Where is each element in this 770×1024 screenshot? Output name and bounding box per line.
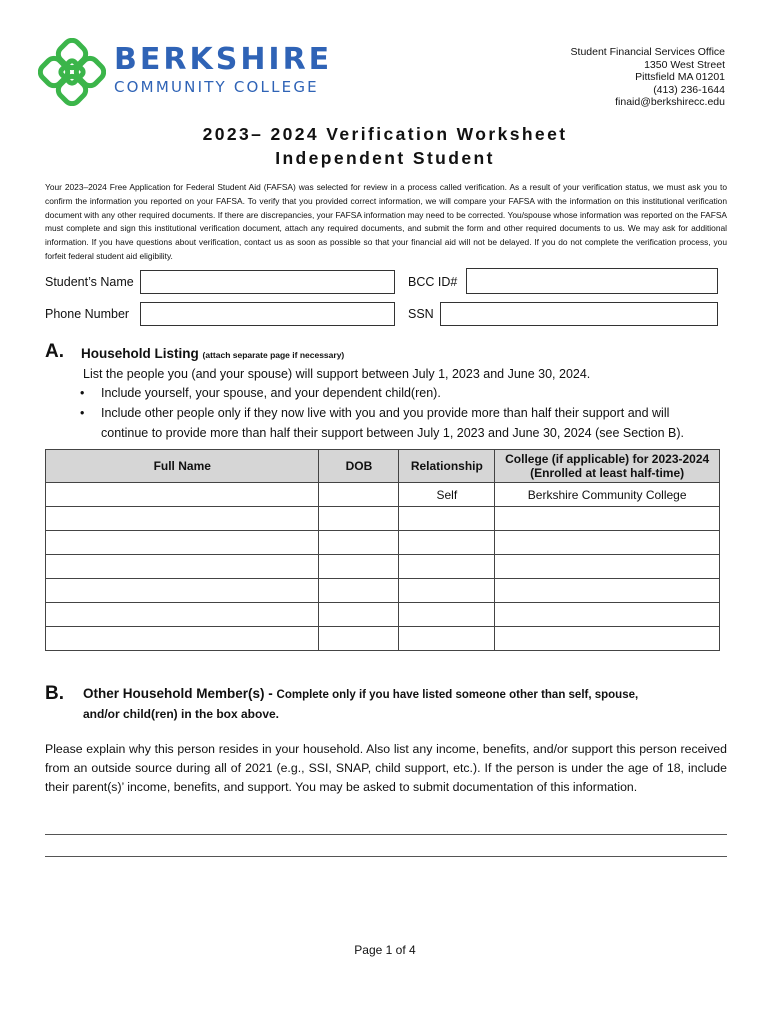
cell-name[interactable] (46, 483, 319, 507)
office-address-block (571, 46, 725, 109)
office-street: 1350 West Street (644, 58, 725, 71)
answer-line-2[interactable] (45, 856, 727, 857)
college-logo (38, 38, 338, 108)
cell-relationship[interactable] (399, 579, 495, 603)
section-b-explanation: Please explain why this person resides in your household. Also list any income, benefits, and/or support this person received from an outside source during all of 2021 (e.g., SSI, SNAP, child support, etc.). If the person is under the age of 18, include their parent(s)’ income, benefits, and support. You may be asked to submit documentation of this information. (45, 742, 727, 794)
cell-relationship[interactable] (399, 531, 495, 555)
cell-name[interactable] (46, 627, 319, 651)
celtic-knot-logo-icon (38, 38, 106, 106)
cell-dob[interactable] (319, 555, 399, 579)
section-b-title-text: Other Household Member(s) - (83, 686, 277, 701)
section-a-bullet-2 (80, 406, 670, 420)
header-college-line1: College (if applicable) for 2023-2024 (505, 452, 710, 466)
section-a-bullet-1 (80, 386, 441, 400)
cell-name[interactable] (46, 579, 319, 603)
cell-college[interactable] (495, 603, 720, 627)
table-row (46, 579, 720, 603)
cell-dob[interactable] (319, 579, 399, 603)
intro-paragraph: Your 2023–2024 Free Application for Federal Student Aid (FAFSA) was selected for review in a process called verification. As a result of your verification status, we must ask you to confirm the information you reported on your FAFSA. To verify that you provided correct information, we will compare your FAFSA with the information on this institutional verification document with any other required documents. If there are discrepancies, your FAFSA information may need to be corrected. You/spouse whose information was reported on the FAFSA must complete and sign this institutional verification document, attach any required documents, and submit the form and other required documents to us. We may ask for additional information. If you have questions about verification, contact us as soon as possible so that your financial aid will not be delayed. If you do not complete the verification process, you forfeit federal student aid eligibility. (45, 182, 727, 261)
section-b-title (83, 686, 638, 701)
table-row (46, 627, 720, 651)
bullet-1-text: Include yourself, your spouse, and your dependent child(ren). (101, 386, 441, 400)
header-college-line2: (Enrolled at least half-time) (530, 466, 685, 480)
bullet-2-text-line1: Include other people only if they now live with you and you provide more than half their support and will (101, 406, 670, 420)
student-name-field[interactable] (140, 270, 395, 294)
section-b-title-rest: Complete only if you have listed someone other than self, spouse, (276, 689, 639, 701)
cell-relationship[interactable] (399, 627, 495, 651)
cell-dob[interactable] (319, 627, 399, 651)
ssn-field[interactable] (440, 302, 718, 326)
bullet-icon: • (80, 386, 85, 400)
section-a-title (81, 346, 344, 361)
table-row (46, 531, 720, 555)
header-relationship: Relationship (399, 450, 495, 483)
cell-name[interactable] (46, 507, 319, 531)
table-header-row (46, 450, 720, 483)
table-row (46, 555, 720, 579)
header-full-name: Full Name (46, 450, 319, 483)
page-number: Page 1 of 4 (354, 943, 416, 957)
cell-dob[interactable] (319, 603, 399, 627)
office-phone: (413) 236-1644 (653, 83, 725, 96)
page-subtitle: Independent Student (275, 148, 495, 168)
cell-relationship[interactable] (399, 507, 495, 531)
cell-relationship[interactable] (399, 603, 495, 627)
bcc-id-field[interactable] (466, 268, 718, 294)
table-row (46, 483, 720, 507)
section-a-letter: A. (45, 341, 64, 362)
office-email: finaid@berkshirecc.edu (615, 96, 725, 109)
section-a-note: (attach separate page if necessary) (202, 350, 345, 360)
section-b-letter: B. (45, 683, 64, 704)
office-name: Student Financial Services Office (570, 46, 725, 58)
cell-college[interactable] (495, 531, 720, 555)
page-title: 2023– 2024 Verification Worksheet (202, 124, 568, 144)
table-row (46, 603, 720, 627)
cell-name[interactable] (46, 603, 319, 627)
phone-field[interactable] (140, 302, 395, 326)
logo-community-college: COMMUNITY COLLEGE (114, 78, 319, 96)
household-table (45, 449, 720, 651)
cell-college: Berkshire Community College (495, 483, 720, 507)
header-dob: DOB (319, 450, 399, 483)
student-name-label: Student’s Name (45, 275, 134, 289)
cell-name[interactable] (46, 531, 319, 555)
logo-berkshire: BERKSHIRE (114, 42, 333, 77)
cell-dob[interactable] (319, 483, 399, 507)
cell-relationship[interactable] (399, 555, 495, 579)
section-b-title-line2: and/or child(ren) in the box above. (83, 707, 280, 721)
ssn-label: SSN (408, 307, 434, 321)
cell-college[interactable] (495, 579, 720, 603)
answer-line-1[interactable] (45, 834, 727, 835)
phone-label: Phone Number (45, 307, 130, 321)
cell-college[interactable] (495, 507, 720, 531)
cell-relationship: Self (399, 483, 495, 507)
cell-dob[interactable] (319, 507, 399, 531)
table-row (46, 507, 720, 531)
cell-college[interactable] (495, 627, 720, 651)
section-a-bullet-2-line2: continue to provide more than half their support between July 1, 2023 and June 30, 2024 (see Section B). (101, 426, 685, 440)
section-a-instruction: List the people you (and your spouse) will support between July 1, 2023 and June 30, 2024. (83, 367, 591, 381)
section-a-title-text: Household Listing (81, 346, 199, 361)
cell-college[interactable] (495, 555, 720, 579)
bullet-icon: • (80, 406, 85, 420)
header-college (495, 450, 720, 483)
cell-dob[interactable] (319, 531, 399, 555)
bcc-id-label: BCC ID# (408, 275, 458, 289)
cell-name[interactable] (46, 555, 319, 579)
office-city: Pittsfield MA 01201 (635, 71, 725, 84)
